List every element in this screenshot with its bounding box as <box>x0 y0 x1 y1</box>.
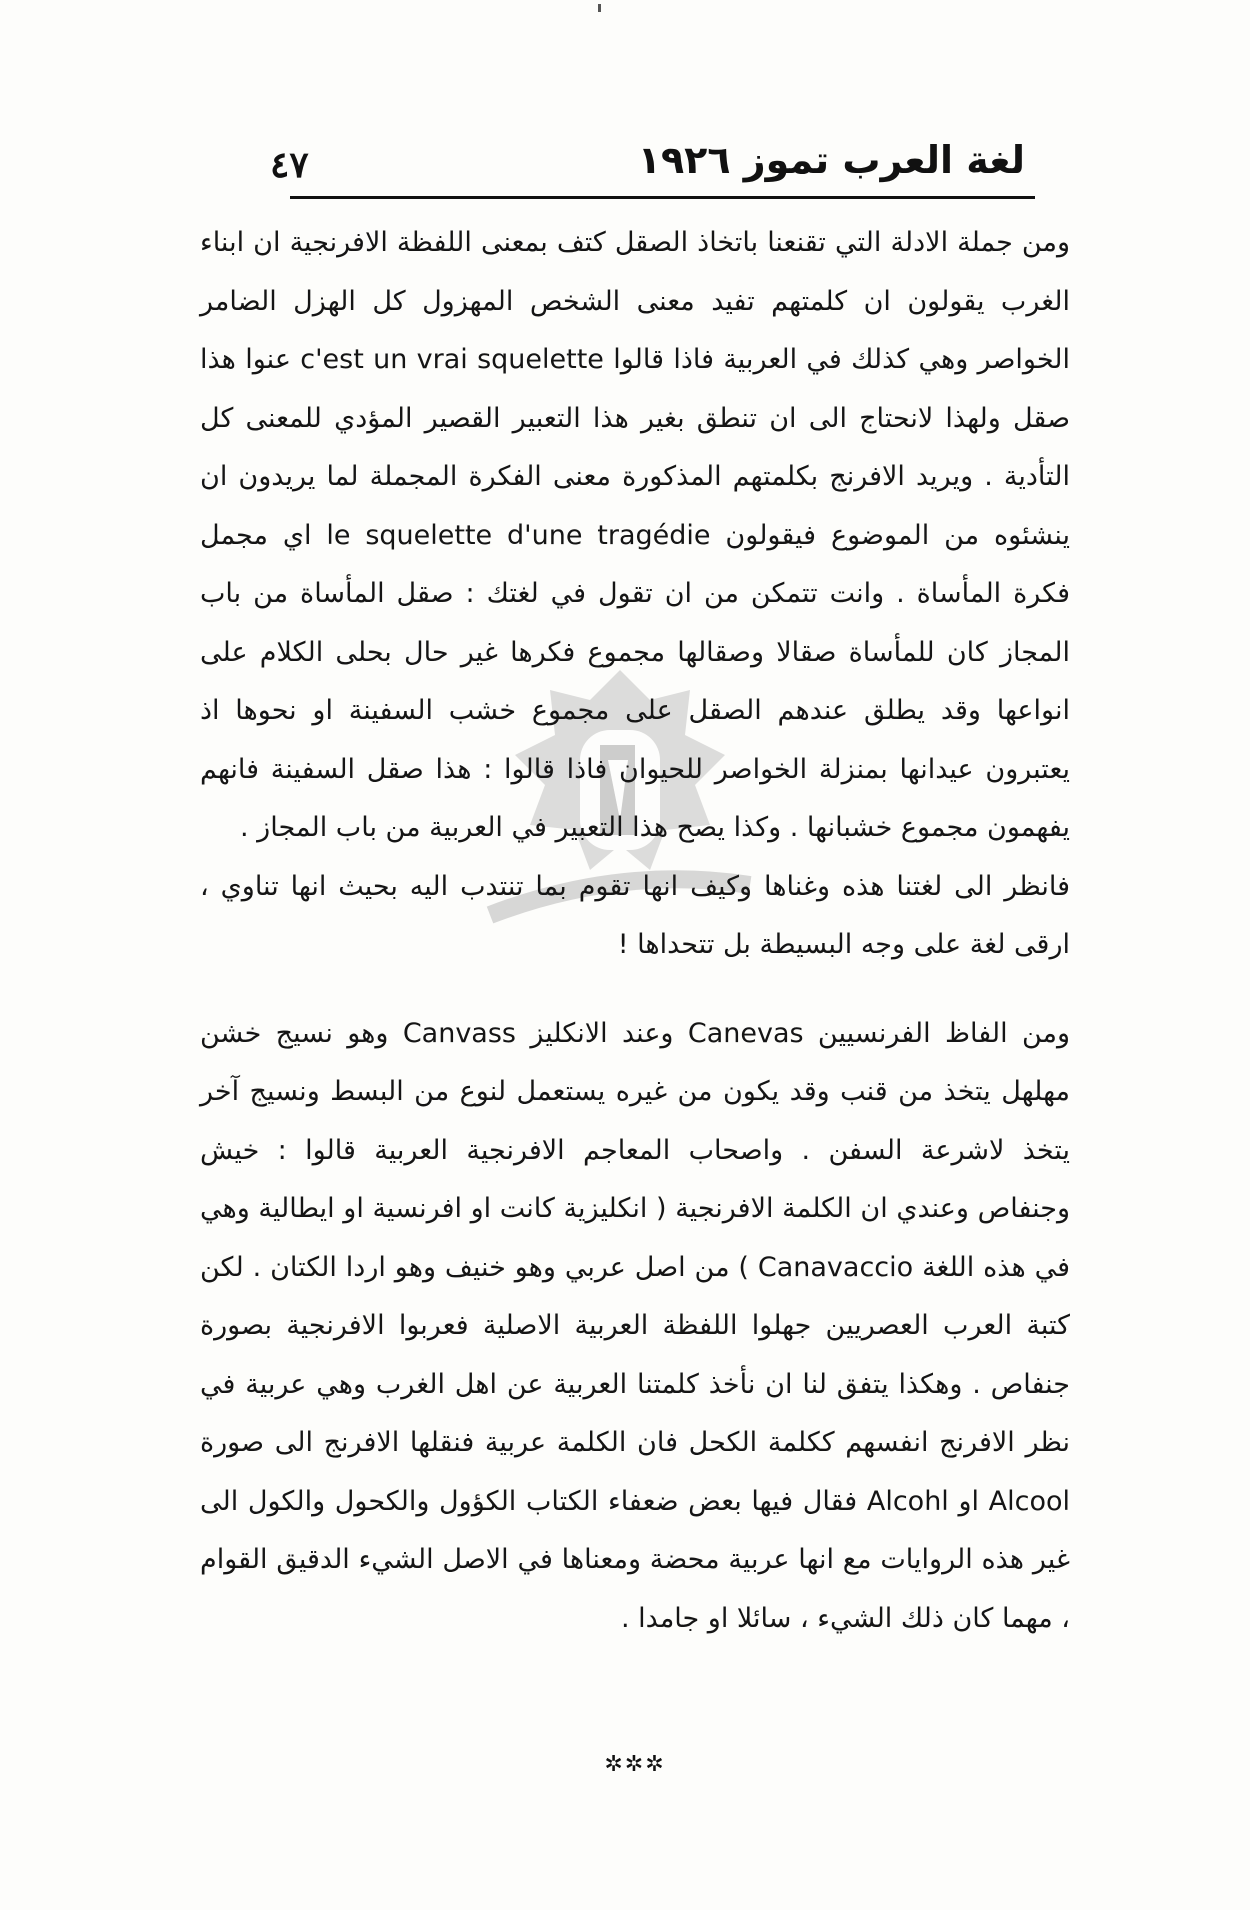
scan-mark <box>598 4 601 12</box>
header-rule <box>290 196 1035 199</box>
paragraph-3: ومن الفاظ الفرنسيين Canevas وعند الانكليز Canvass وهو نسيج خشن مهلهل يتخذ من قنب وقد يكون من غيره يستعمل لنوع من البسط ونسيج آخر يتخذ لاشرعة السفن . واصحاب المعاجم الافرنجية العربية قالوا : خيش وجنفاص وعندي ان الكلمة الافرنجية ( انكليزية كانت او افرنسية او ايطالية وهي في هذه اللغة Canavaccio ) من اصل عربي وهو خنيف وهو اردا الكتان . لكن كتبة العرب العصريين جهلوا اللفظة العربية الاصلية فعربوا الافرنجية بصورة جنفاص . وهكذا يتفق لنا ان نأخذ كلمتنا العربية عن اهل الغرب وهي عربية في نظر الافرنج انفسهم ككلمة الكحل فان الكلمة عربية فنقلها الافرنج الى صورة Alcool او Alcohl فقال فيها بعض ضعفاء الكتاب الكؤول والكحول والكول الى غير هذه الروايات مع انها عربية محضة ومعناها في الاصل الشيء الدقيق القوام ، مهما كان ذلك الشيء ، سائلا او جامدا . <box>200 1017 1071 1634</box>
page-header <box>270 138 1045 198</box>
paragraph-2: فانظر الى لغتنا هذه وغناها وكيف انها تقوم بما تنتدب اليه بحيث انها تناوي ، ارقى لغة على وجه البسيطة بل تتحداها ! <box>200 870 1070 960</box>
paragraph-1: ومن جملة الادلة التي تقنعنا باتخاذ الصقل كتف بمعنى اللفظة الافرنجية ان ابناء الغرب يقولون ان كلمتهم تفيد معنى الشخص المهزول كل الهزل الضامر الخواصر وهي كذلك في العربية فاذا قالوا c'est un vrai squelette عنوا هذا صقل ولهذا لانحتاج الى ان تنطق بغير هذا التعبير القصير المؤدي للمعنى كل التأدية . ويريد الافرنج بكلمتهم المذكورة معنى الفكرة المجملة لما يريدون ان ينشئوه من الموضوع فيقولون le squelette d'une tragédie اي مجمل فكرة المأساة . وانت تتمكن من ان تقول في لغتك : صقل المأساة من باب المجاز كان للمأساة صقالا وصقالها مجموع فكرها غير حال بحلى الكلام على انواعها وقد يطلق عندهم الصقل على مجموع خشب السفينة او نحوها اذ يعتبرون عيدانها بمنزلة الخواصر للحيوان فاذا قالوا : هذا صقل السفينة فانهم يفهمون مجموع خشبانها . وكذا يصح هذا التعبير في العربية من باب المجاز . <box>200 227 1070 843</box>
page-number: ٤٧ <box>270 144 309 186</box>
running-title: لغة العرب تموز ١٩٢٦ <box>637 138 1025 182</box>
closing-ornament: ✲✲✲ <box>604 1752 666 1777</box>
article-body <box>200 214 1070 1648</box>
